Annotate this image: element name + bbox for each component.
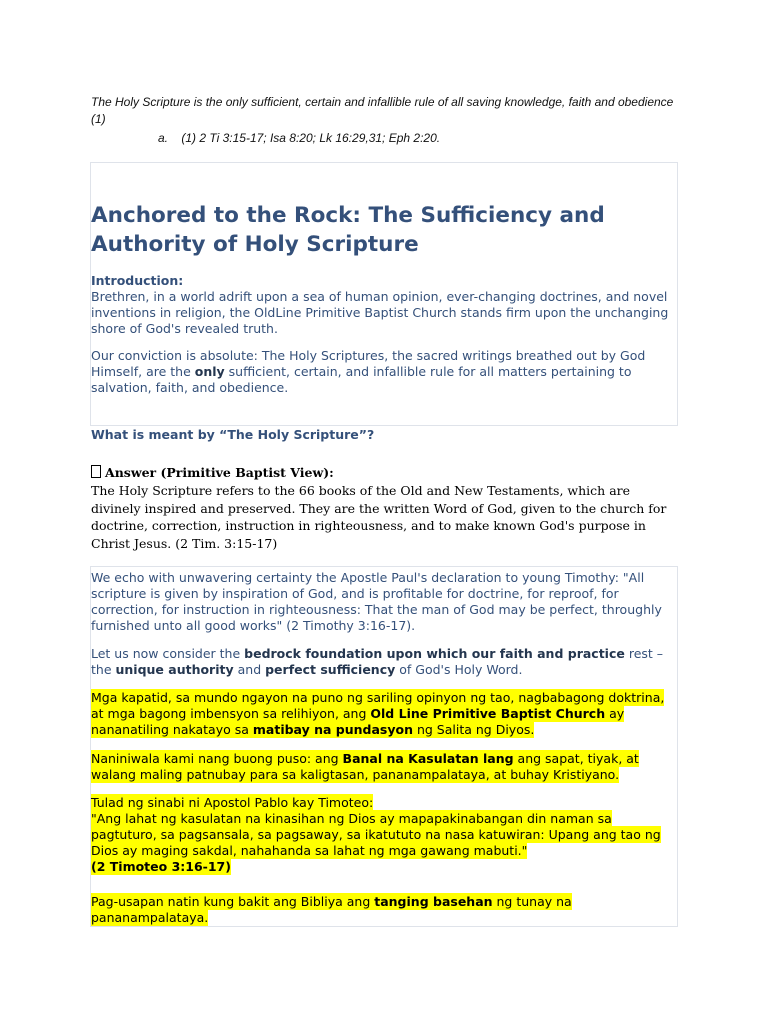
text-run: rest – the <box>91 646 664 677</box>
text-run: ng Salita ng Diyos. <box>413 722 535 737</box>
scripture-reference <box>158 130 440 146</box>
text-run: ay nananatiling nakatayo sa <box>91 706 625 737</box>
answer-heading-text: Answer (Primitive Baptist View): <box>105 465 334 480</box>
reference-text: (1) 2 Ti 3:15-17; Isa 8:20; Lk 16:29,31; Eph 2:20. <box>181 131 441 145</box>
answer-paragraph: The Holy Scripture refers to the 66 books of the Old and New Testaments, which are divinely inspired and preserved. They are the written Word of God, given to the church for doctrine, correction, instruction in righteousness, and to make known God's purpose in Christ Jesus. (2 Tim. 3:15-17) <box>91 483 667 551</box>
tagalog-paragraph-2 <box>91 751 677 783</box>
tagalog-paragraph-4 <box>91 894 677 926</box>
consider-paragraph <box>91 646 677 678</box>
emphasis: tanging basehan <box>374 894 493 909</box>
question-heading: What is meant by “The Holy Scripture”? <box>91 427 375 442</box>
text-run: Mga kapatid, sa mundo ngayon na puno ng sariling opinyon ng tao, nagbabagong doktrina, at mga bagong imbensyon sa relihiyon, ang <box>91 690 665 721</box>
answer-heading <box>91 465 334 481</box>
text-run: ng tunay na pananampalataya. <box>91 894 572 925</box>
emphasis: Banal na Kasulatan lang <box>342 751 514 766</box>
emphasis: bedrock foundation upon which our faith and practice <box>244 646 625 661</box>
intro-paragraph: Brethren, in a world adrift upon a sea of human opinion, ever-changing doctrines, and novel inventions in religion, the OldLine Primitive Baptist Church stands firm upon the unchanging shore of God's revealed truth. <box>91 289 669 336</box>
confession-statement: The Holy Scripture is the only sufficient, certain and infallible rule of all saving knowledge, faith and obedience (1) <box>91 95 674 126</box>
text-run: Naniniwala kami nang buong puso: ang <box>91 751 343 766</box>
page-title: Anchored to the Rock: The Sufficiency and Authority of Holy Scripture <box>91 203 605 257</box>
emphasis: perfect sufficiency <box>265 662 396 677</box>
text-run: Let us now consider the <box>91 646 245 661</box>
highlight <box>91 750 639 783</box>
conviction-paragraph <box>91 348 677 396</box>
emphasis: unique authority <box>115 662 234 677</box>
tagalog-paragraph-3 <box>91 795 677 875</box>
emphasis: (2 Timoteo 3:16-17) <box>91 859 231 874</box>
text-run: Pag-usapan natin kung bakit ang Bibliya ang <box>91 894 375 909</box>
highlight: Tulad ng sinabi ni Apostol Pablo kay Timoteo: <box>91 795 374 810</box>
text-run: and <box>233 662 266 677</box>
emphasis: matibay na pundasyon <box>252 722 413 737</box>
text-run: sufficient, certain, and infallible rule for all matters pertaining to salvation, faith, and obedience. <box>91 364 632 395</box>
text-run: Our conviction is absolute: The Holy Scriptures, the sacred writings breathed out by God Himself, are the <box>91 348 646 379</box>
highlight: "Ang lahat ng kasulatan na kinasihan ng Dios ay mapapakinabangan din naman sa pagtuturo, sa pagsansala, sa pagsaway, sa ikatututo na nasa katuwiran: Upang ang tao ng Dios ay maging sakdal, nahahanda sa lahat ng mga gawang mabuti." <box>91 811 661 858</box>
emphasis: Old Line Primitive Baptist Church <box>370 706 606 721</box>
text-run: of God's Holy Word. <box>395 662 523 677</box>
text-run: ang sapat, tiyak, at walang maling patnubay para sa kaligtasan, pananampalataya, at buhay Kristiyano. <box>91 751 639 782</box>
highlight <box>91 858 231 875</box>
missing-glyph-icon <box>91 465 101 478</box>
highlight <box>91 689 664 738</box>
highlight <box>91 893 572 926</box>
intro-heading: Introduction: <box>91 273 184 288</box>
emphasis: only <box>194 364 225 379</box>
tagalog-paragraph-1 <box>91 690 677 738</box>
echo-paragraph: We echo with unwavering certainty the Apostle Paul's declaration to young Timothy: "All scripture is given by inspiration of God, and is profitable for doctrine, for reproof, for correction, for instruction in righteousness: That the man of God may be perfect, throughly furnished unto all good works" (2 Timothy 3:16-17). <box>91 570 662 633</box>
list-marker: a. <box>158 131 169 145</box>
